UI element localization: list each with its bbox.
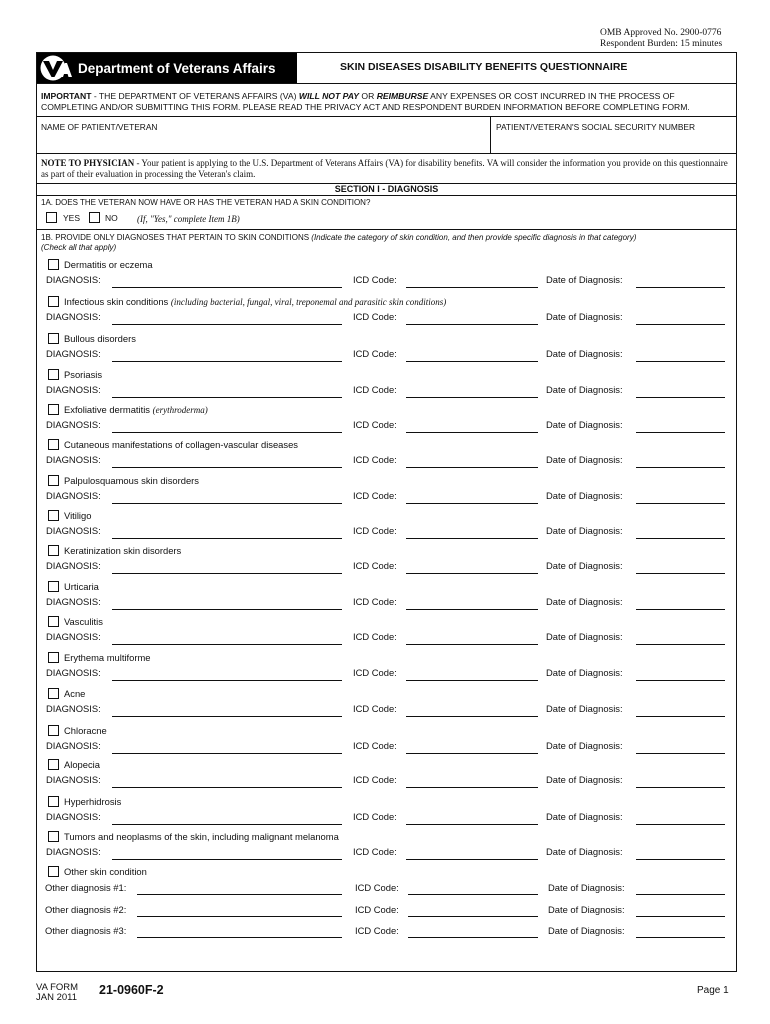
diagnosis-field[interactable] <box>112 716 342 717</box>
condition-checkbox[interactable] <box>48 796 59 807</box>
icd-code-label: ICD Code: <box>353 454 397 465</box>
date-of-diagnosis-label: Date of Diagnosis: <box>546 311 623 322</box>
condition-checkbox[interactable] <box>48 439 59 450</box>
icd-code-label: ICD Code: <box>353 811 397 822</box>
reimburse: REIMBURSE <box>376 91 429 101</box>
condition-label <box>64 725 107 736</box>
diagnosis-label: DIAGNOSIS: <box>46 384 101 395</box>
date-of-diagnosis-label: Date of Diagnosis: <box>546 274 623 285</box>
yes-label: YES <box>63 213 81 223</box>
date-of-diagnosis-label: Date of Diagnosis: <box>546 596 623 607</box>
icd-code-label: ICD Code: <box>353 525 397 536</box>
icd-code-field[interactable] <box>406 538 538 539</box>
date-of-diagnosis-field[interactable] <box>636 894 725 895</box>
date-of-diagnosis-label: Date of Diagnosis: <box>546 490 623 501</box>
date-of-diagnosis-field[interactable] <box>636 397 725 398</box>
divider <box>490 116 491 153</box>
diagnosis-label: DIAGNOSIS: <box>46 811 101 822</box>
condition-label <box>64 616 103 627</box>
icd-code-label: ICD Code: <box>353 774 397 785</box>
icd-code-field[interactable] <box>406 287 538 288</box>
date-of-diagnosis-field[interactable] <box>636 361 725 362</box>
va-form-label: VA FORM <box>36 982 79 993</box>
diagnosis-label: DIAGNOSIS: <box>46 274 101 285</box>
diagnosis-label: DIAGNOSIS: <box>46 667 101 678</box>
icd-code-label: ICD Code: <box>353 384 397 395</box>
condition-checkbox[interactable] <box>48 475 59 486</box>
date-of-diagnosis-label: Date of Diagnosis: <box>546 667 623 678</box>
condition-label-text: Vasculitis <box>64 616 103 627</box>
icd-code-field[interactable] <box>406 432 538 433</box>
check-all-hint: (Check all that apply) <box>41 243 117 252</box>
condition-checkbox[interactable] <box>48 652 59 663</box>
date-of-diagnosis-label: Date of Diagnosis: <box>546 846 623 857</box>
condition-label <box>64 688 85 699</box>
department-name: Department of Veterans Affairs <box>78 61 276 76</box>
icd-code-field[interactable] <box>406 859 538 860</box>
diagnosis-label: DIAGNOSIS: <box>46 631 101 642</box>
icd-code-field[interactable] <box>406 467 538 468</box>
date-of-diagnosis-field[interactable] <box>636 916 725 917</box>
icd-code-field[interactable] <box>406 324 538 325</box>
icd-code-field[interactable] <box>406 787 538 788</box>
condition-label <box>64 545 181 556</box>
divider <box>37 116 736 117</box>
other-diagnosis-field[interactable] <box>137 937 342 938</box>
other-condition-label: Other skin condition <box>64 866 147 877</box>
icd-code-field[interactable] <box>408 937 538 938</box>
date-of-diagnosis-label: Date of Diagnosis: <box>546 740 623 751</box>
condition-checkbox[interactable] <box>48 296 59 307</box>
condition-label <box>64 369 102 380</box>
date-of-diagnosis-field[interactable] <box>636 573 725 574</box>
date-of-diagnosis-label: Date of Diagnosis: <box>548 904 625 915</box>
note-text: - Your patient is applying to the U.S. Department of Veterans Affairs (VA) for disability benefits. VA will consider the information you provide on this questionnaire as part of their evaluation in processing the Veteran's claim. <box>41 158 728 179</box>
condition-checkbox[interactable] <box>48 545 59 556</box>
condition-label-text: Bullous disorders <box>64 333 136 344</box>
icd-code-label: ICD Code: <box>353 419 397 430</box>
icd-code-label: ICD Code: <box>353 348 397 359</box>
icd-code-field[interactable] <box>406 716 538 717</box>
condition-checkbox[interactable] <box>48 404 59 415</box>
condition-label-text: Cutaneous manifestations of collagen-vascular diseases <box>64 439 298 450</box>
date-of-diagnosis-field[interactable] <box>636 432 725 433</box>
patient-name-label: NAME OF PATIENT/VETERAN <box>41 122 158 132</box>
date-of-diagnosis-field[interactable] <box>636 937 725 938</box>
divider <box>37 83 736 84</box>
date-of-diagnosis-field[interactable] <box>636 859 725 860</box>
date-of-diagnosis-label: Date of Diagnosis: <box>546 631 623 642</box>
diagnosis-field[interactable] <box>112 644 342 645</box>
condition-label-text: Infectious skin conditions <box>64 296 169 307</box>
form-number: 21-0960F-2 <box>99 983 164 997</box>
date-of-diagnosis-field[interactable] <box>636 467 725 468</box>
date-of-diagnosis-field[interactable] <box>636 324 725 325</box>
diagnosis-field[interactable] <box>112 287 342 288</box>
date-of-diagnosis-label: Date of Diagnosis: <box>546 560 623 571</box>
condition-label-text: Tumors and neoplasms of the skin, including malignant melanoma <box>64 831 339 842</box>
diagnosis-field[interactable] <box>112 573 342 574</box>
date-of-diagnosis-label: Date of Diagnosis: <box>548 882 625 893</box>
condition-checkbox[interactable] <box>48 259 59 270</box>
page-number: Page 1 <box>697 985 729 996</box>
other-diagnosis-label: Other diagnosis #3: <box>45 925 127 936</box>
icd-code-field[interactable] <box>406 573 538 574</box>
diagnosis-field[interactable] <box>112 609 342 610</box>
other-condition-checkbox[interactable] <box>48 866 59 877</box>
condition-label <box>64 404 208 415</box>
divider <box>37 195 736 196</box>
icd-code-label: ICD Code: <box>353 596 397 607</box>
icd-code-label: ICD Code: <box>353 667 397 678</box>
condition-label <box>64 259 153 270</box>
condition-label <box>64 510 91 521</box>
respondent-burden: Respondent Burden: 15 minutes <box>600 39 723 49</box>
diagnosis-label: DIAGNOSIS: <box>46 774 101 785</box>
icd-code-label: ICD Code: <box>355 904 399 915</box>
icd-code-field[interactable] <box>406 824 538 825</box>
date-of-diagnosis-field[interactable] <box>636 680 725 681</box>
condition-label-text: Keratinization skin disorders <box>64 545 182 556</box>
date-of-diagnosis-label: Date of Diagnosis: <box>548 925 625 936</box>
date-of-diagnosis-field[interactable] <box>636 503 725 504</box>
date-of-diagnosis-label: Date of Diagnosis: <box>546 774 623 785</box>
question-1b <box>41 233 636 242</box>
icd-code-label: ICD Code: <box>353 311 397 322</box>
date-of-diagnosis-field[interactable] <box>636 609 725 610</box>
condition-label-text: Psoriasis <box>64 369 103 380</box>
important-text-1: - THE DEPARTMENT OF VETERANS AFFAIRS (VA) <box>91 91 299 101</box>
note-to-physician <box>41 158 731 179</box>
diagnosis-field[interactable] <box>112 467 342 468</box>
diagnosis-label: DIAGNOSIS: <box>46 311 101 322</box>
icd-code-label: ICD Code: <box>355 925 399 936</box>
condition-label <box>64 652 150 663</box>
condition-label <box>64 475 199 486</box>
diagnosis-field[interactable] <box>112 824 342 825</box>
condition-checkbox[interactable] <box>48 369 59 380</box>
icd-code-field[interactable] <box>408 916 538 917</box>
question-1b-prefix: 1B. PROVIDE ONLY DIAGNOSES THAT PERTAIN TO SKIN CONDITIONS <box>41 233 312 242</box>
condition-checkbox[interactable] <box>48 510 59 521</box>
q1a-hint-text: (If, "Yes," complete Item 1B) <box>137 214 240 224</box>
condition-label-text: Chloracne <box>64 725 107 736</box>
condition-checkbox[interactable] <box>48 688 59 699</box>
condition-label-text: Alopecia <box>64 759 100 770</box>
diagnosis-label: DIAGNOSIS: <box>46 419 101 430</box>
diagnosis-label: DIAGNOSIS: <box>46 703 101 714</box>
diagnosis-label: DIAGNOSIS: <box>46 525 101 536</box>
icd-code-field[interactable] <box>406 680 538 681</box>
date-of-diagnosis-label: Date of Diagnosis: <box>546 525 623 536</box>
icd-code-label: ICD Code: <box>353 846 397 857</box>
form-date: JAN 2011 <box>36 992 78 1003</box>
diagnosis-label: DIAGNOSIS: <box>46 846 101 857</box>
diagnosis-label: DIAGNOSIS: <box>46 740 101 751</box>
date-of-diagnosis-label: Date of Diagnosis: <box>546 811 623 822</box>
diagnosis-field[interactable] <box>112 787 342 788</box>
divider <box>37 153 736 154</box>
date-of-diagnosis-field[interactable] <box>636 644 725 645</box>
condition-note: (erythroderma) <box>152 405 208 415</box>
condition-label <box>64 759 100 770</box>
important-notice <box>41 91 731 112</box>
diagnosis-field[interactable] <box>112 753 342 754</box>
important-text-2: ANY EXPENSES OR COST INCURRED IN THE PROCESS OF COMPLETING AND/OR SUBMITTING THIS FORM. PLEASE READ THE PRIVACY ACT AND RESPONDENT BURDEN INFORMATION BEFORE COMPLETING FORM. <box>41 91 690 112</box>
diagnosis-field[interactable] <box>112 538 342 539</box>
condition-label <box>64 796 121 807</box>
omb-info <box>600 28 722 50</box>
important-label: IMPORTANT <box>41 91 92 101</box>
icd-code-field[interactable] <box>406 397 538 398</box>
footer-form-info <box>36 983 78 1003</box>
diagnosis-label: DIAGNOSIS: <box>46 596 101 607</box>
diagnosis-label: DIAGNOSIS: <box>46 490 101 501</box>
omb-number: OMB Approved No. 2900-0776 <box>600 28 722 38</box>
icd-code-label: ICD Code: <box>353 740 397 751</box>
icd-code-field[interactable] <box>406 609 538 610</box>
date-of-diagnosis-field[interactable] <box>636 716 725 717</box>
icd-code-field[interactable] <box>406 361 538 362</box>
date-of-diagnosis-label: Date of Diagnosis: <box>546 703 623 714</box>
condition-label-text: Exfoliative dermatitis <box>64 404 150 415</box>
icd-code-field[interactable] <box>406 503 538 504</box>
icd-code-field[interactable] <box>408 894 538 895</box>
condition-label <box>64 581 99 592</box>
condition-checkbox[interactable] <box>48 581 59 592</box>
date-of-diagnosis-field[interactable] <box>636 824 725 825</box>
date-of-diagnosis-label: Date of Diagnosis: <box>546 348 623 359</box>
form-title: SKIN DISEASES DISABILITY BENEFITS QUESTIONNAIRE <box>340 61 628 73</box>
ssn-label: PATIENT/VETERAN'S SOCIAL SECURITY NUMBER <box>496 122 696 132</box>
date-of-diagnosis-field[interactable] <box>636 753 725 754</box>
diagnosis-label: DIAGNOSIS: <box>46 454 101 465</box>
other-diagnosis-field[interactable] <box>137 916 342 917</box>
divider <box>37 229 736 230</box>
condition-label-text: Erythema multiforme <box>64 652 151 663</box>
condition-checkbox[interactable] <box>48 759 59 770</box>
date-of-diagnosis-label: Date of Diagnosis: <box>546 419 623 430</box>
va-logo <box>39 54 73 82</box>
section-title: SECTION I - DIAGNOSIS <box>334 184 439 194</box>
diagnosis-field[interactable] <box>112 397 342 398</box>
diagnosis-field[interactable] <box>112 432 342 433</box>
condition-label-text: Palpulosquamous skin disorders <box>64 475 199 486</box>
icd-code-label: ICD Code: <box>353 490 397 501</box>
yes-checkbox[interactable] <box>46 212 57 223</box>
diagnosis-label: DIAGNOSIS: <box>46 348 101 359</box>
other-diagnosis-field[interactable] <box>137 894 342 895</box>
other-diagnosis-label: Other diagnosis #2: <box>45 904 127 915</box>
condition-label-text: Hyperhidrosis <box>64 796 122 807</box>
icd-code-label: ICD Code: <box>355 882 399 893</box>
condition-label-text: Vitiligo <box>64 510 92 521</box>
question-1a: 1A. DOES THE VETERAN NOW HAVE OR HAS THE VETERAN HAD A SKIN CONDITION? <box>41 198 371 207</box>
icd-code-field[interactable] <box>406 753 538 754</box>
date-of-diagnosis-label: Date of Diagnosis: <box>546 384 623 395</box>
date-of-diagnosis-field[interactable] <box>636 787 725 788</box>
icd-code-field[interactable] <box>406 644 538 645</box>
icd-code-label: ICD Code: <box>353 274 397 285</box>
diagnosis-field[interactable] <box>112 859 342 860</box>
no-label: NO <box>105 213 118 223</box>
will-not-pay: WILL NOT PAY <box>298 91 360 101</box>
date-of-diagnosis-field[interactable] <box>636 538 725 539</box>
no-checkbox[interactable] <box>89 212 100 223</box>
note-label: NOTE TO PHYSICIAN <box>41 158 135 168</box>
condition-checkbox[interactable] <box>48 725 59 736</box>
condition-label <box>64 296 446 307</box>
condition-checkbox[interactable] <box>48 616 59 627</box>
condition-label <box>64 831 339 842</box>
condition-checkbox[interactable] <box>48 831 59 842</box>
icd-code-label: ICD Code: <box>353 631 397 642</box>
condition-checkbox[interactable] <box>48 333 59 344</box>
condition-label-text: Dermatitis or eczema <box>64 259 153 270</box>
logo-text: VA <box>53 80 55 81</box>
condition-label-text: Acne <box>64 688 86 699</box>
other-diagnosis-label: Other diagnosis #1: <box>45 882 127 893</box>
question-1b-hint: (Indicate the category of skin condition, and then provide specific diagnosis in that category) <box>311 233 637 242</box>
condition-label <box>64 439 298 450</box>
diagnosis-label: DIAGNOSIS: <box>46 560 101 571</box>
q1a-hint <box>137 213 240 224</box>
condition-label <box>64 333 136 344</box>
date-of-diagnosis-label: Date of Diagnosis: <box>546 454 623 465</box>
important-or: OR <box>359 91 377 101</box>
icd-code-label: ICD Code: <box>353 560 397 571</box>
diagnosis-field[interactable] <box>112 361 342 362</box>
diagnosis-field[interactable] <box>112 680 342 681</box>
diagnosis-field[interactable] <box>112 324 342 325</box>
diagnosis-field[interactable] <box>112 503 342 504</box>
date-of-diagnosis-field[interactable] <box>636 287 725 288</box>
icd-code-label: ICD Code: <box>353 703 397 714</box>
condition-label-text: Urticaria <box>64 581 99 592</box>
condition-note: (including bacterial, fungal, viral, treponemal and parasitic skin conditions) <box>170 297 447 307</box>
